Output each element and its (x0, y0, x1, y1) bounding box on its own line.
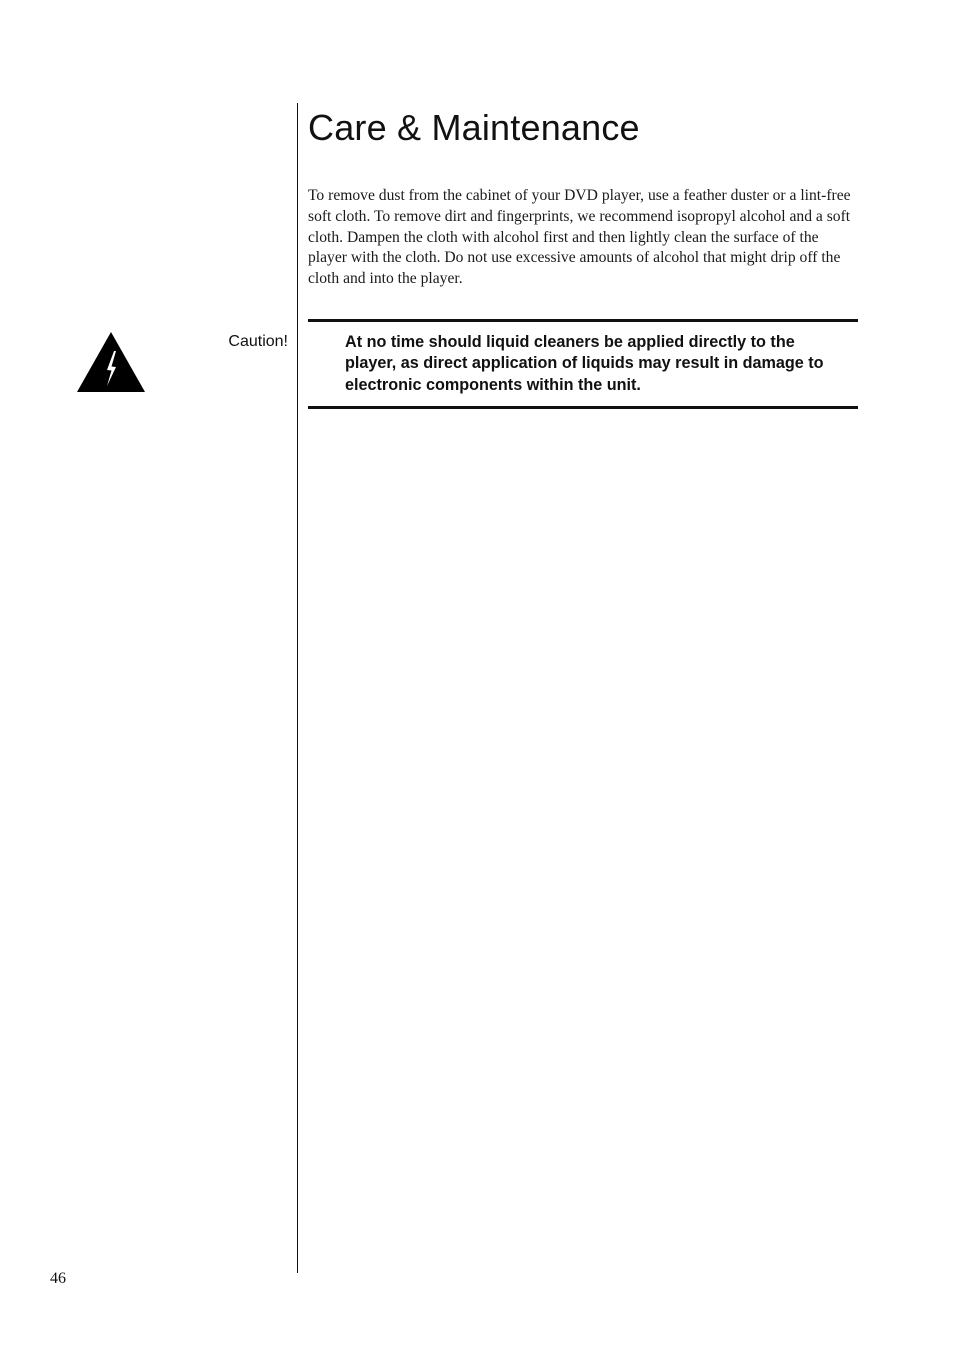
caution-text: At no time should liquid cleaners be applied directly to the player, as direct application of liquids may result in damage to electronic components within the unit. (345, 333, 824, 394)
electrical-hazard-warning-icon (76, 331, 146, 393)
caution-callout (308, 319, 858, 409)
page-title: Care & Maintenance (308, 107, 640, 148)
caution-label: Caution! (228, 333, 288, 350)
page-number: 46 (50, 1270, 66, 1287)
body-paragraph: To remove dust from the cabinet of your DVD player, use a feather duster or a lint-free soft cloth. To remove dirt and fingerprints, we recommend isopropyl alcohol and a soft cloth. Dampen the cloth with alcohol first and then lightly clean the surface of the player with the cloth. Do not use excessive amounts of alcohol that might drip off the cloth and into the player. (308, 187, 851, 288)
margin-divider (297, 103, 298, 1273)
